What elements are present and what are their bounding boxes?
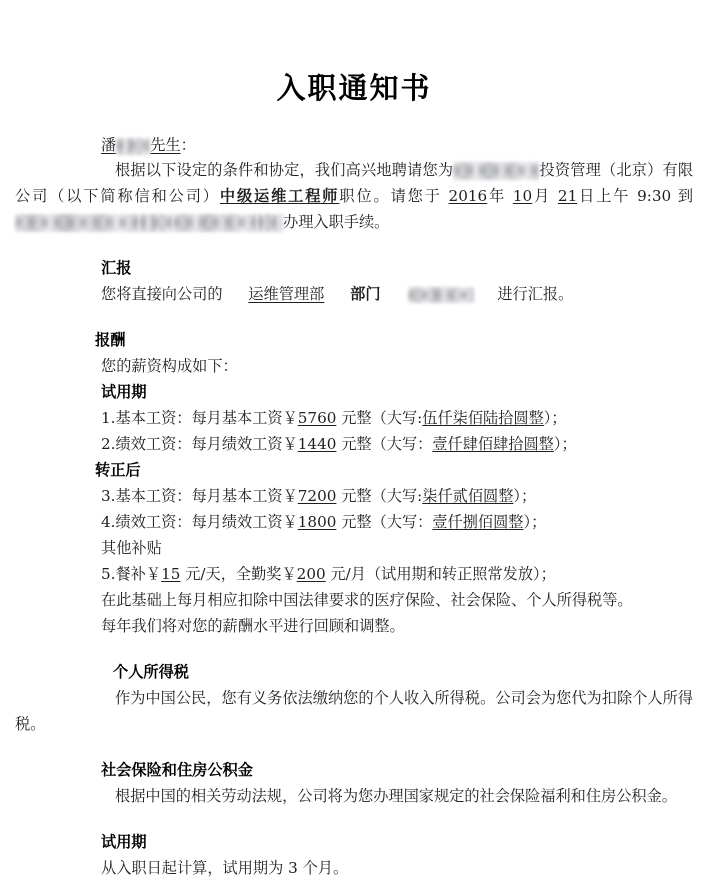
intro-company-suffix: 投资管理（北京）有限公司（以下简称信和公司） bbox=[15, 161, 693, 205]
section-gap-compensation bbox=[15, 307, 693, 327]
meal-allowance-amount: 15 bbox=[161, 565, 181, 583]
day-unit: 日上午 bbox=[577, 187, 631, 205]
salary-item-4-capital-prefix: （大写： bbox=[371, 513, 433, 531]
start-day: 21 bbox=[557, 187, 578, 205]
salary-item-3-capital-suffix: ）； bbox=[513, 487, 537, 505]
reporting-suffix: 进行汇报。 bbox=[497, 285, 574, 303]
section-gap-reporting bbox=[15, 235, 693, 255]
manager-blank bbox=[385, 281, 497, 307]
salary-item-4-capital-suffix: ）； bbox=[523, 513, 547, 531]
salary-item-3 bbox=[15, 483, 693, 509]
salary-item-2-index: 2. bbox=[101, 435, 116, 453]
salary-item-2-unit: 元整 bbox=[341, 435, 372, 453]
salary-item-4 bbox=[15, 509, 693, 535]
redacted-address-part-3 bbox=[173, 214, 257, 232]
section-heading-reporting: 汇报 bbox=[101, 259, 132, 277]
salutation-honorific: 先生 bbox=[150, 136, 181, 154]
meal-allowance-label: 餐补￥ bbox=[115, 565, 162, 583]
salary-item-3-label: 基本工资：每月基本工资￥ bbox=[115, 487, 298, 505]
salary-item-3-capital-prefix: （大写: bbox=[371, 487, 423, 505]
salary-item-4-capital: 壹仟捌佰圆整 bbox=[432, 513, 524, 531]
label-other-allowance: 其他补贴 bbox=[101, 539, 162, 557]
salary-item-1-capital-suffix: ）； bbox=[543, 409, 567, 427]
redacted-address-part-4 bbox=[257, 214, 283, 232]
section-heading-social-insurance: 社会保险和住房公积金 bbox=[101, 761, 253, 779]
salary-item-1-capital-prefix: （大写: bbox=[371, 409, 423, 427]
intro-position-suffix: 职位。请您于 bbox=[339, 187, 442, 205]
salary-item-4-amount: 1800 bbox=[297, 513, 337, 531]
section-gap-insurance bbox=[15, 737, 693, 757]
position-title: 中级运维工程师 bbox=[219, 187, 340, 205]
redacted-given-name bbox=[116, 138, 150, 155]
reporting-line bbox=[15, 281, 693, 307]
redacted-manager-name bbox=[408, 287, 474, 303]
social-insurance-body: 根据中国的相关劳动法规，公司将为您办理国家规定的社会保险福利和住房公积金。 bbox=[115, 787, 677, 805]
probation-body: 从入职日起计算，试用期为 3 个月。 bbox=[101, 859, 349, 877]
salary-item-2-capital-suffix: ）； bbox=[553, 435, 577, 453]
redacted-address-part-2 bbox=[139, 214, 173, 232]
salary-item-2-capital: 壹仟肆佰肆拾圆整 bbox=[432, 435, 554, 453]
start-time: 9:30 bbox=[637, 187, 672, 205]
attendance-bonus-unit: 元/月（试用期和转正照常发放）； bbox=[330, 565, 556, 583]
income-tax-body: 作为中国公民，您有义务依法缴纳您的个人收入所得税。公司会为您代为扣除个人所得税。 bbox=[15, 689, 693, 733]
deduction-note: 在此基础上每月相应扣除中国法律要求的医疗保险、社会保险、个人所得税等。 bbox=[101, 591, 633, 609]
title-spacer bbox=[15, 107, 693, 133]
salary-item-5-index: 5. bbox=[101, 565, 116, 583]
salary-item-1-unit: 元整 bbox=[341, 409, 372, 427]
arrive-word: 到 bbox=[677, 187, 694, 205]
label-probation-salary: 试用期 bbox=[101, 383, 147, 401]
salary-item-1 bbox=[15, 405, 693, 431]
page-title: 入职通知书 bbox=[276, 71, 432, 105]
salary-item-4-unit: 元整 bbox=[341, 513, 372, 531]
attendance-bonus-amount: 200 bbox=[296, 565, 326, 583]
redacted-address-part-1 bbox=[15, 214, 139, 232]
redacted-company-name bbox=[453, 162, 539, 180]
intro-tail: 办理入职手续。 bbox=[283, 213, 390, 231]
month-unit: 月 bbox=[532, 187, 552, 205]
section-gap-probation bbox=[15, 809, 693, 829]
salutation-underline bbox=[101, 136, 181, 154]
salary-item-1-amount: 5760 bbox=[297, 409, 337, 427]
salary-item-2-amount: 1440 bbox=[297, 435, 337, 453]
salary-item-2-label: 绩效工资：每月绩效工资￥ bbox=[115, 435, 298, 453]
salary-item-2-capital-prefix: （大写： bbox=[371, 435, 433, 453]
meal-allowance-unit: 元/天，全勤奖￥ bbox=[185, 565, 297, 583]
salary-item-2 bbox=[15, 431, 693, 457]
label-regular-salary: 转正后 bbox=[95, 461, 141, 479]
department-word: 部门 bbox=[350, 285, 381, 303]
year-unit: 年 bbox=[487, 187, 507, 205]
intro-lead: 根据以下设定的条件和协定，我们高兴地聘请您为 bbox=[115, 161, 454, 179]
salary-item-3-amount: 7200 bbox=[297, 487, 337, 505]
salary-review-note: 每年我们将对您的薪酬水平进行回顾和调整。 bbox=[101, 617, 405, 635]
salary-item-4-index: 4. bbox=[101, 513, 116, 531]
section-heading-income-tax: 个人所得税 bbox=[113, 663, 189, 681]
reporting-prefix: 您将直接向公司的 bbox=[101, 285, 223, 303]
section-heading-probation: 试用期 bbox=[101, 833, 147, 851]
salary-item-1-capital: 伍仟柒佰陆拾圆整 bbox=[422, 409, 544, 427]
salary-item-1-index: 1. bbox=[101, 409, 116, 427]
intro-paragraph bbox=[15, 157, 693, 235]
salutation-colon: ： bbox=[180, 136, 196, 154]
section-heading-compensation: 报酬 bbox=[95, 331, 126, 349]
salary-item-3-index: 3. bbox=[101, 487, 116, 505]
salutation-line bbox=[15, 133, 693, 157]
salary-item-3-capital: 柒仟贰佰圆整 bbox=[422, 487, 514, 505]
section-gap-tax bbox=[15, 639, 693, 659]
compensation-intro: 您的薪资构成如下： bbox=[101, 357, 238, 375]
start-year: 2016 bbox=[448, 187, 488, 205]
salary-item-5 bbox=[15, 561, 693, 587]
salary-item-1-label: 基本工资：每月基本工资￥ bbox=[115, 409, 298, 427]
department-blank: 运维管理部 bbox=[248, 285, 325, 303]
salutation-surname: 潘 bbox=[101, 136, 117, 154]
salary-item-4-label: 绩效工资：每月绩效工资￥ bbox=[115, 513, 298, 531]
salary-item-3-unit: 元整 bbox=[341, 487, 372, 505]
start-month: 10 bbox=[512, 187, 533, 205]
